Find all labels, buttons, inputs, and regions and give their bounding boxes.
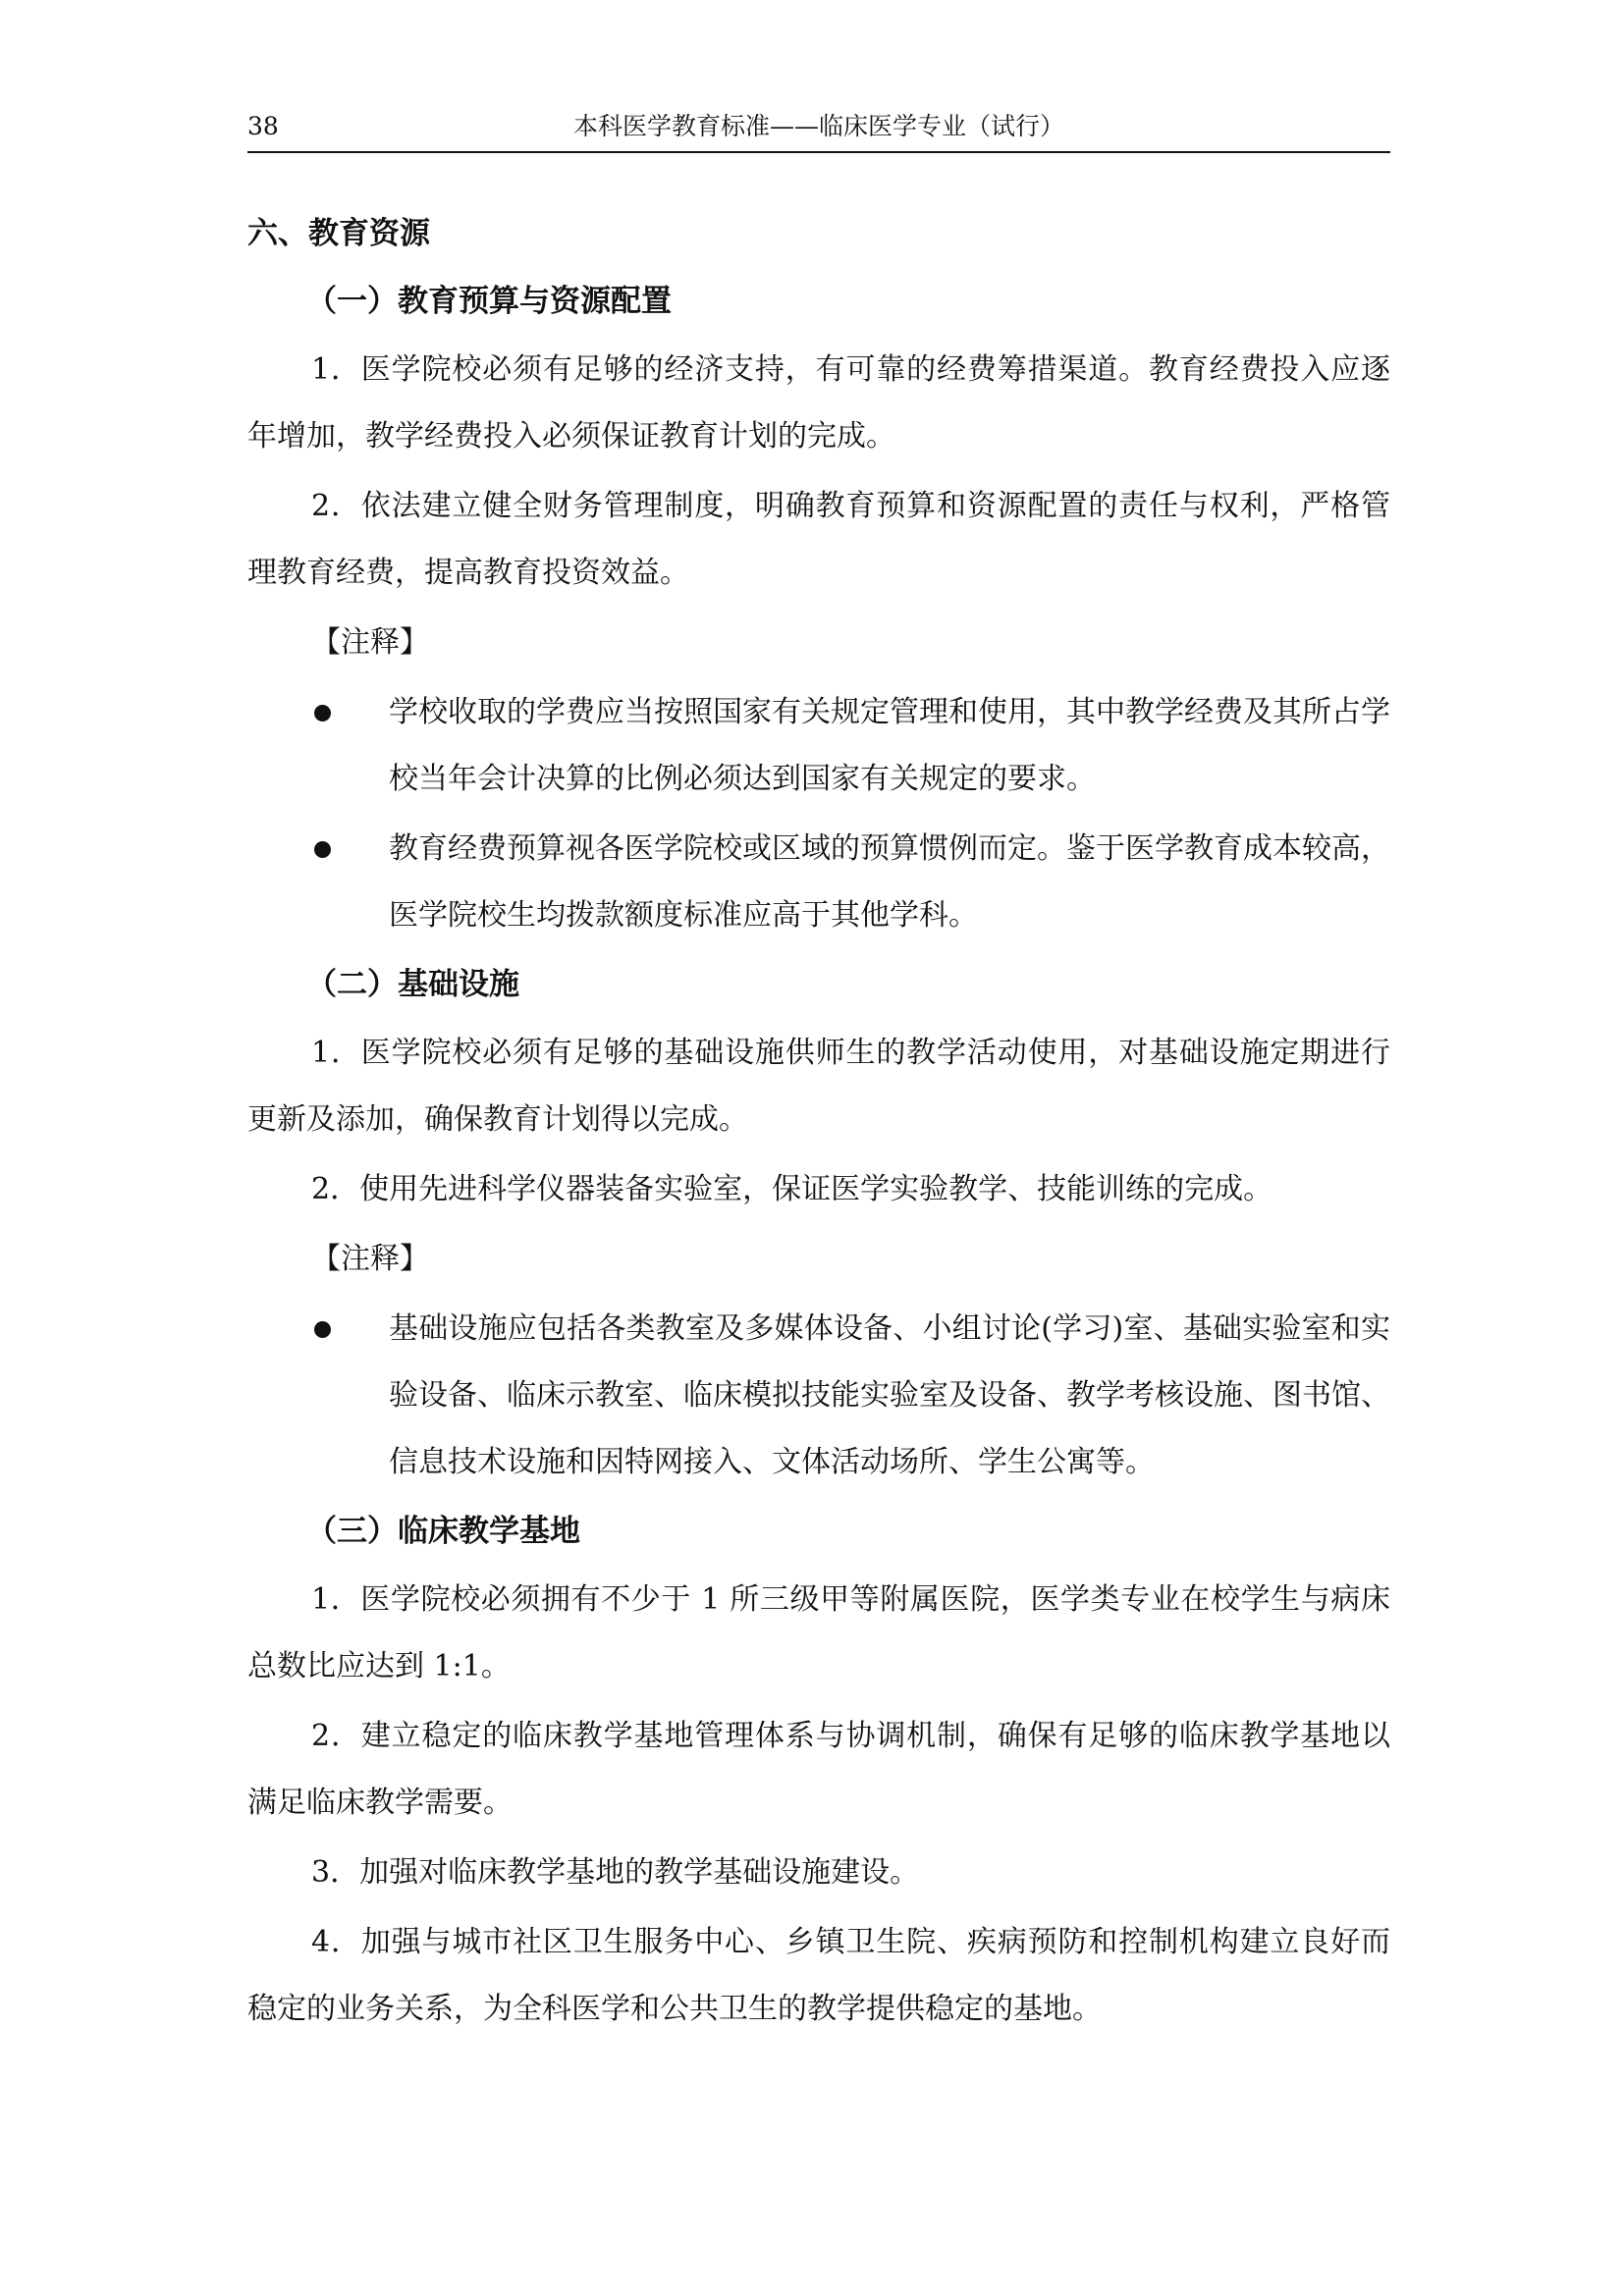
paragraph: 1．医学院校必须拥有不少于 1 所三级甲等附属医院，医学类专业在校学生与病床总数比应达到 1:1。 xyxy=(247,1582,1390,1683)
subsection-title-clinical-base: （三）临床教学基地 xyxy=(306,1514,580,1549)
document-body xyxy=(247,201,1390,2046)
bullet-icon xyxy=(314,705,331,721)
note-text: 学校收取的学费应当按照国家有关规定管理和使用，其中教学经费及其所占学校当年会计决算的比例必须达到国家有关规定的要求。 xyxy=(389,695,1390,796)
note-item xyxy=(247,1296,1390,1496)
note-text: 基础设施应包括各类教室及多媒体设备、小组讨论(学习)室、基础实验室和实验设备、临床示教室、临床模拟技能实验室及设备、教学考核设施、图书馆、信息技术设施和因特网接入、文体活动场所、学生公寓等。 xyxy=(389,1311,1390,1479)
subsection-title-infrastructure: （二）基础设施 xyxy=(306,967,519,1002)
subsection-title-budget: （一）教育预算与资源配置 xyxy=(306,284,672,319)
page-header xyxy=(247,110,1390,153)
paragraph: 2．依法建立健全财务管理制度，明确教育预算和资源配置的责任与权利，严格管理教育经费，提高教育投资效益。 xyxy=(247,489,1390,590)
section-title: 六、教育资源 xyxy=(247,216,430,251)
bullet-icon xyxy=(314,1321,331,1338)
note-label: 【注释】 xyxy=(311,625,429,660)
page-number: 38 xyxy=(247,112,279,140)
paragraph: 1．医学院校必须有足够的经济支持，有可靠的经费筹措渠道。教育经费投入应逐年增加，教学经费投入必须保证教育计划的完成。 xyxy=(247,352,1390,454)
paragraph: 2．使用先进科学仪器装备实验室，保证医学实验教学、技能训练的完成。 xyxy=(311,1172,1273,1206)
note-label: 【注释】 xyxy=(311,1242,429,1276)
bullet-icon xyxy=(314,841,331,858)
note-item xyxy=(247,679,1390,813)
running-title: 本科医学教育标准——临床医学专业（试行） xyxy=(572,112,1064,140)
note-item xyxy=(247,816,1390,949)
paragraph: 3．加强对临床教学基地的教学基础设施建设。 xyxy=(311,1855,920,1890)
paragraph: 4．加强与城市社区卫生服务中心、乡镇卫生院、疾病预防和控制机构建立良好而稳定的业务关系，为全科医学和公共卫生的教学提供稳定的基地。 xyxy=(247,1925,1390,2026)
note-text: 教育经费预算视各医学院校或区域的预算惯例而定。鉴于医学教育成本较高，医学院校生均拨款额度标准应高于其他学科。 xyxy=(389,831,1390,933)
paragraph: 2．建立稳定的临床教学基地管理体系与协调机制，确保有足够的临床教学基地以满足临床教学需要。 xyxy=(247,1719,1390,1820)
paragraph: 1．医学院校必须有足够的基础设施供师生的教学活动使用，对基础设施定期进行更新及添加，确保教育计划得以完成。 xyxy=(247,1036,1390,1137)
